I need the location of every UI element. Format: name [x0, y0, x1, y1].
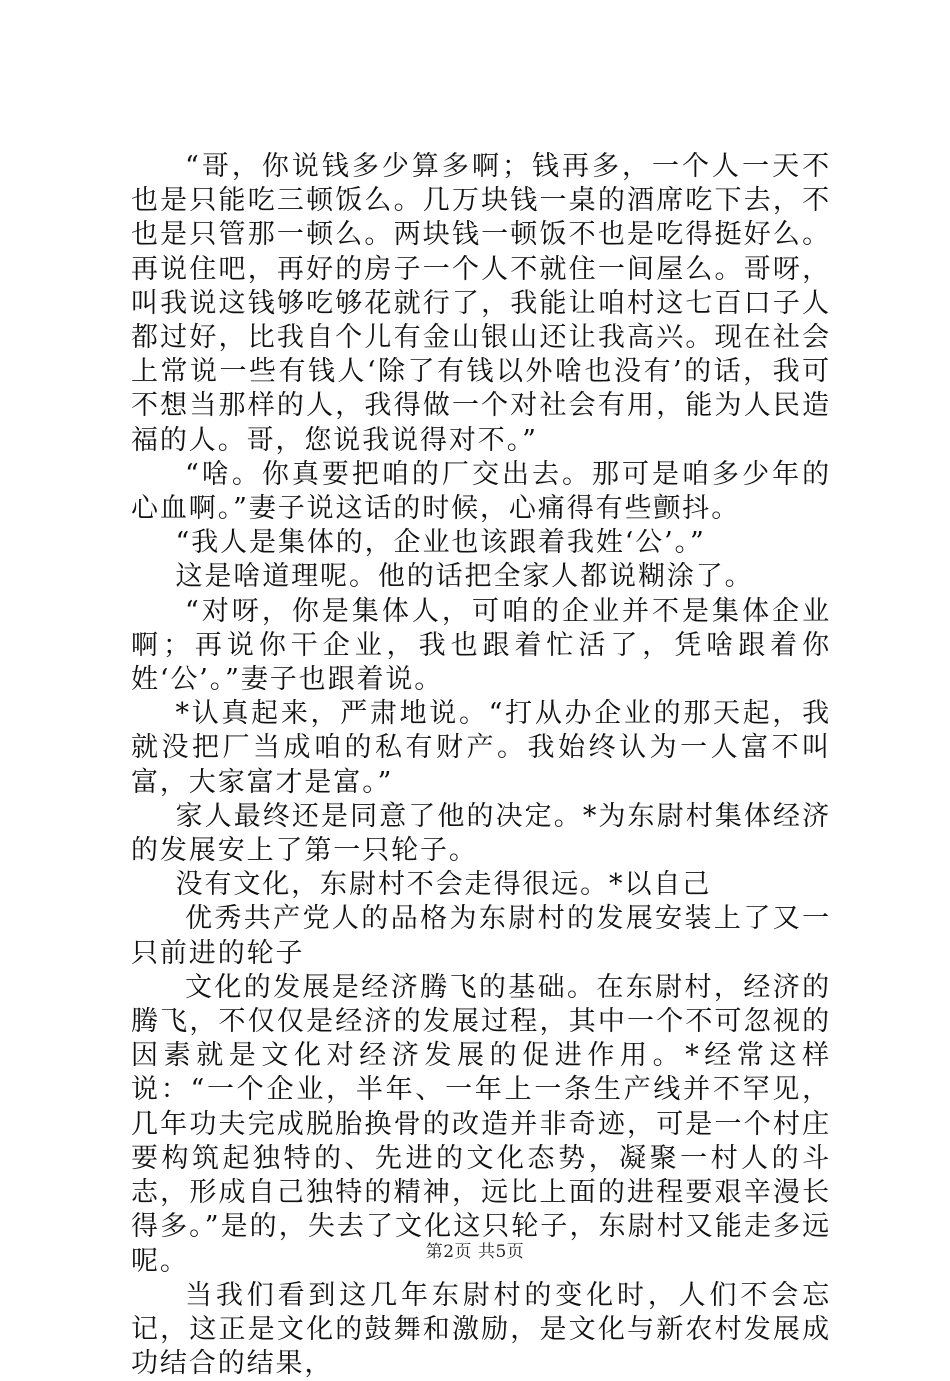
paragraph: 没有文化，东尉村不会走得很远。*以自己: [175, 869, 712, 901]
paragraph: 优秀共产党人的品格为东尉村的发展安装上了又一只前进的轮子: [131, 903, 831, 969]
paragraph: 这是啥道理呢。他的话把全家人都说糊涂了。: [175, 561, 754, 593]
paragraph: 当我们看到这几年东尉村的变化时，人们不会忘记，这正是文化的鼓舞和激励，是文化与新农村发展成功结合的结果，: [131, 1279, 831, 1380]
paragraph: *认真起来，严肃地说。“打从办企业的那天起，我就没把厂当成咱的私有财产。我始终认为一人富不叫富，大家富才是富。”: [131, 698, 831, 798]
document-body: [131, 150, 831, 1381]
paragraph: “对呀，你是集体人，可咱的企业并不是集体企业啊；再说你干企业，我也跟着忙活了，凭啥跟着你姓‘公’。”妻子也跟着说。: [131, 595, 831, 696]
page-number-label: 第2页 共5页: [425, 1242, 525, 1262]
paragraph: 家人最终还是同意了他的决定。*为东尉村集体经济的发展安上了第一只轮子。: [131, 800, 831, 867]
paragraph: “啥。你真要把咱的厂交出去。那可是咱多少年的心血啊。”妻子说这话的时候，心痛得有些颤抖。: [131, 458, 831, 525]
paragraph: “哥，你说钱多少算多啊；钱再多，一个人一天不也是只能吃三顿饭么。几万块钱一桌的酒席吃下去，不也是只管那一顿么。两块钱一顿饭不也是吃得挺好么。再说住吧，再好的房子一个人不就住一间屋么。哥呀，叫我说这钱够吃够花就行了，我能让咱村这七百口子人都过好，比我自个儿有金山银山还让我高兴。现在社会上常说一些有钱人‘除了有钱以外啥也没有’的话，我可不想当那样的人，我得做一个对社会有用，能为人民造福的人。哥，您说我说得对不。”: [131, 151, 831, 456]
paragraph: 文化的发展是经济腾飞的基础。在东尉村，经济的腾飞，不仅仅是经济的发展过程，其中一个不可忽视的因素就是文化对经济发展的促进作用。*经常这样说：“一个企业，半年、一年上一条生产线并不罕见，几年功夫完成脱胎换骨的改造并非奇迹，可是一个村庄要构筑起独特的、先进的文化态势，凝聚一村人的斗志，形成自己独特的精神，远比上面的进程要艰辛漫长得多。”是的，失去了文化这只轮子，东尉村又能走多远呢。: [131, 971, 831, 1277]
paragraph: “我人是集体的，企业也该跟着我姓‘公’。”: [175, 527, 706, 559]
page-footer: [0, 1241, 950, 1263]
